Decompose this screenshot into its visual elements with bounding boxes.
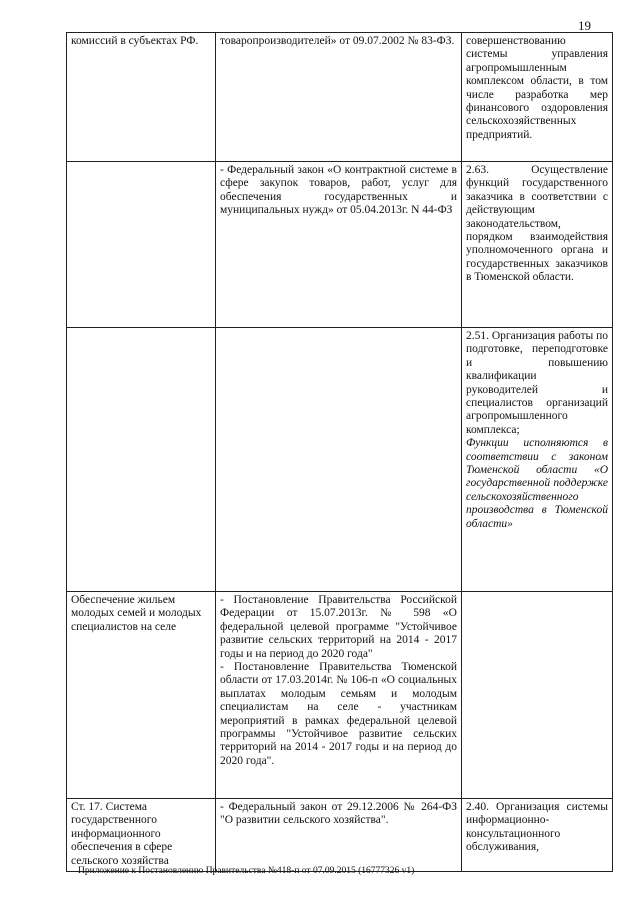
table-row bbox=[67, 162, 613, 328]
cell-text: 2.51. Организация работы по подготовке, переподготовке и повышению квалификации руководителей и специалистов организаций агропромышленного комплекса; bbox=[466, 330, 609, 436]
cell-text: 2.40. Организация системы информационно-консультационного обслуживания, bbox=[466, 801, 608, 854]
table-cell-function bbox=[462, 33, 613, 162]
document-footer: Приложение к Постановлению Правительства №418-п от 07.09.2015 (16777326 v1) bbox=[78, 866, 415, 876]
table-cell-function bbox=[462, 799, 613, 872]
page-number: 19 bbox=[578, 18, 591, 33]
table-row bbox=[67, 328, 613, 592]
table-cell-legal-basis bbox=[216, 328, 462, 592]
cell-text: 2.63. Осуществление функций государственного заказчика в соответствии с действующим законодательством, порядком взаимодействия уполномоченного органа и государственных заказчиков в Тюменской области. bbox=[466, 164, 608, 284]
cell-text: Обеспечение жильем молодых семей и молодых специалистов на селе bbox=[71, 594, 202, 633]
table-cell-activity bbox=[67, 799, 216, 872]
cell-text: товаропроизводителей» от 09.07.2002 № 83-ФЗ. bbox=[220, 35, 455, 47]
table-row bbox=[67, 799, 613, 872]
table-row bbox=[67, 592, 613, 799]
cell-text: - Постановление Правительства Российской Федерации от 15.07.2013г. № 598 «О федеральной целевой программе "Устойчивое развитие сельских территорий на 2014 - 2017 годы и на период до 2020 года" - Постановление Правительства Тюменской области от 17.03.2014г. № 106-п «О социальных выплатах молодым семьям и молодым специалистам на селе - участникам мероприятий в рамках федеральной целевой программы "Устойчивое развитие сельских территорий на 2014 - 2017 годы и на период до 2020 года". bbox=[220, 594, 457, 767]
table-cell-function bbox=[462, 328, 613, 592]
table-cell-legal-basis bbox=[216, 592, 462, 799]
table-cell-activity bbox=[67, 328, 216, 592]
table-cell-legal-basis bbox=[216, 162, 462, 328]
cell-text: комиссий в субъектах РФ. bbox=[71, 35, 199, 47]
table-row bbox=[67, 33, 613, 162]
cell-text: - Федеральный закон от 29.12.2006 № 264-ФЗ "О развитии сельского хозяйства". bbox=[220, 801, 457, 827]
table-cell-function bbox=[462, 162, 613, 328]
legislation-table bbox=[66, 32, 613, 872]
cell-text: - Федеральный закон «О контрактной системе в сфере закупок товаров, работ, услуг для обеспечения государственных и муниципальных нужд» от 05.04.2013г. N 44-ФЗ bbox=[220, 164, 457, 217]
table-cell-legal-basis bbox=[216, 799, 462, 872]
table-cell-activity bbox=[67, 33, 216, 162]
table-cell-activity bbox=[67, 592, 216, 799]
table-cell-function bbox=[462, 592, 613, 799]
table-cell-activity bbox=[67, 162, 216, 328]
cell-text: Ст. 17. Система государственного информационного обеспечения в сфере сельского хозяйства bbox=[71, 801, 173, 867]
cell-text: совершенствованию системы управления агропромышленным комплексом области, в том числе разработка мер финансового оздоровления сельскохозяйственных предприятий. bbox=[466, 35, 608, 141]
table-cell-legal-basis bbox=[216, 33, 462, 162]
cell-note: Функции исполняются в соответствии с законом Тюменской области «О государственной поддержке сельскохозяйственного производства в Тюменской области» bbox=[466, 437, 608, 530]
